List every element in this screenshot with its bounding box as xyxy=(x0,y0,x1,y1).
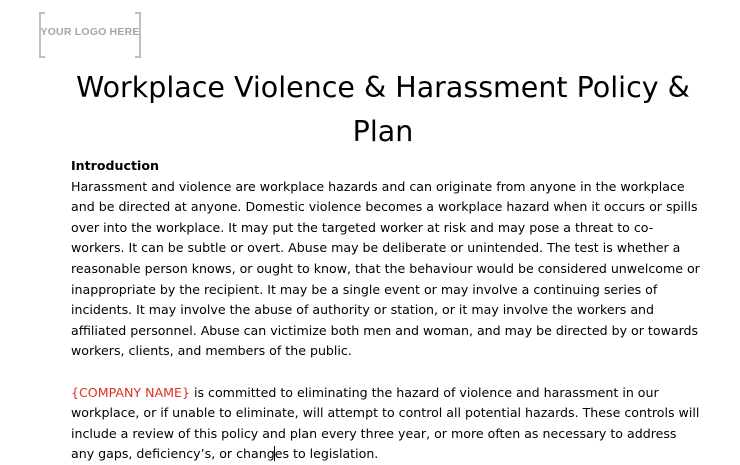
document-title-line2: Plan xyxy=(352,115,414,148)
commitment-paragraph xyxy=(71,383,701,465)
intro-paragraph: Harassment and violence are workplace hazards and can originate from anyone in the workplace and be directed at anyone. Domestic violence becomes a workplace hazard when it occurs or spills over into the workplace. It may put the targeted worker at risk and may pose a threat to co-workers. It can be subtle or overt. Abuse may be deliberate or unintended. The test is whether a reasonable person knows, or ought to know, that the behaviour would be considered unwelcome or inappropriate by the recipient. It may be a single event or may involve a continuing series of incidents. It may involve the abuse of authority or station, or it may involve the workers and affiliated personnel. Abuse can victimize both men and woman, and may be directed by or towards workers, clients, and members of the public. xyxy=(71,178,700,359)
commitment-text: is committed to eliminating the hazard of violence and harassment in our workplace, or if unable to eliminate, will attempt to control all potential hazards. These controls will include a review of this policy and plan every three year, or more often as necessary to address any gaps, deficiency’s, or chang xyxy=(71,384,700,462)
paragraph-spacer xyxy=(71,362,701,383)
document-body[interactable] xyxy=(71,156,701,465)
logo-placeholder[interactable] xyxy=(39,12,141,56)
document-title-line1: Workplace Violence & Harassment Policy & xyxy=(76,71,690,104)
commitment-text-tail: es to legislation. xyxy=(274,446,379,462)
document-title[interactable] xyxy=(70,66,696,154)
section-heading: Introduction xyxy=(71,158,159,173)
logo-text: YOUR LOGO HERE xyxy=(40,26,140,38)
company-name-placeholder[interactable]: {COMPANY NAME} xyxy=(71,384,190,400)
